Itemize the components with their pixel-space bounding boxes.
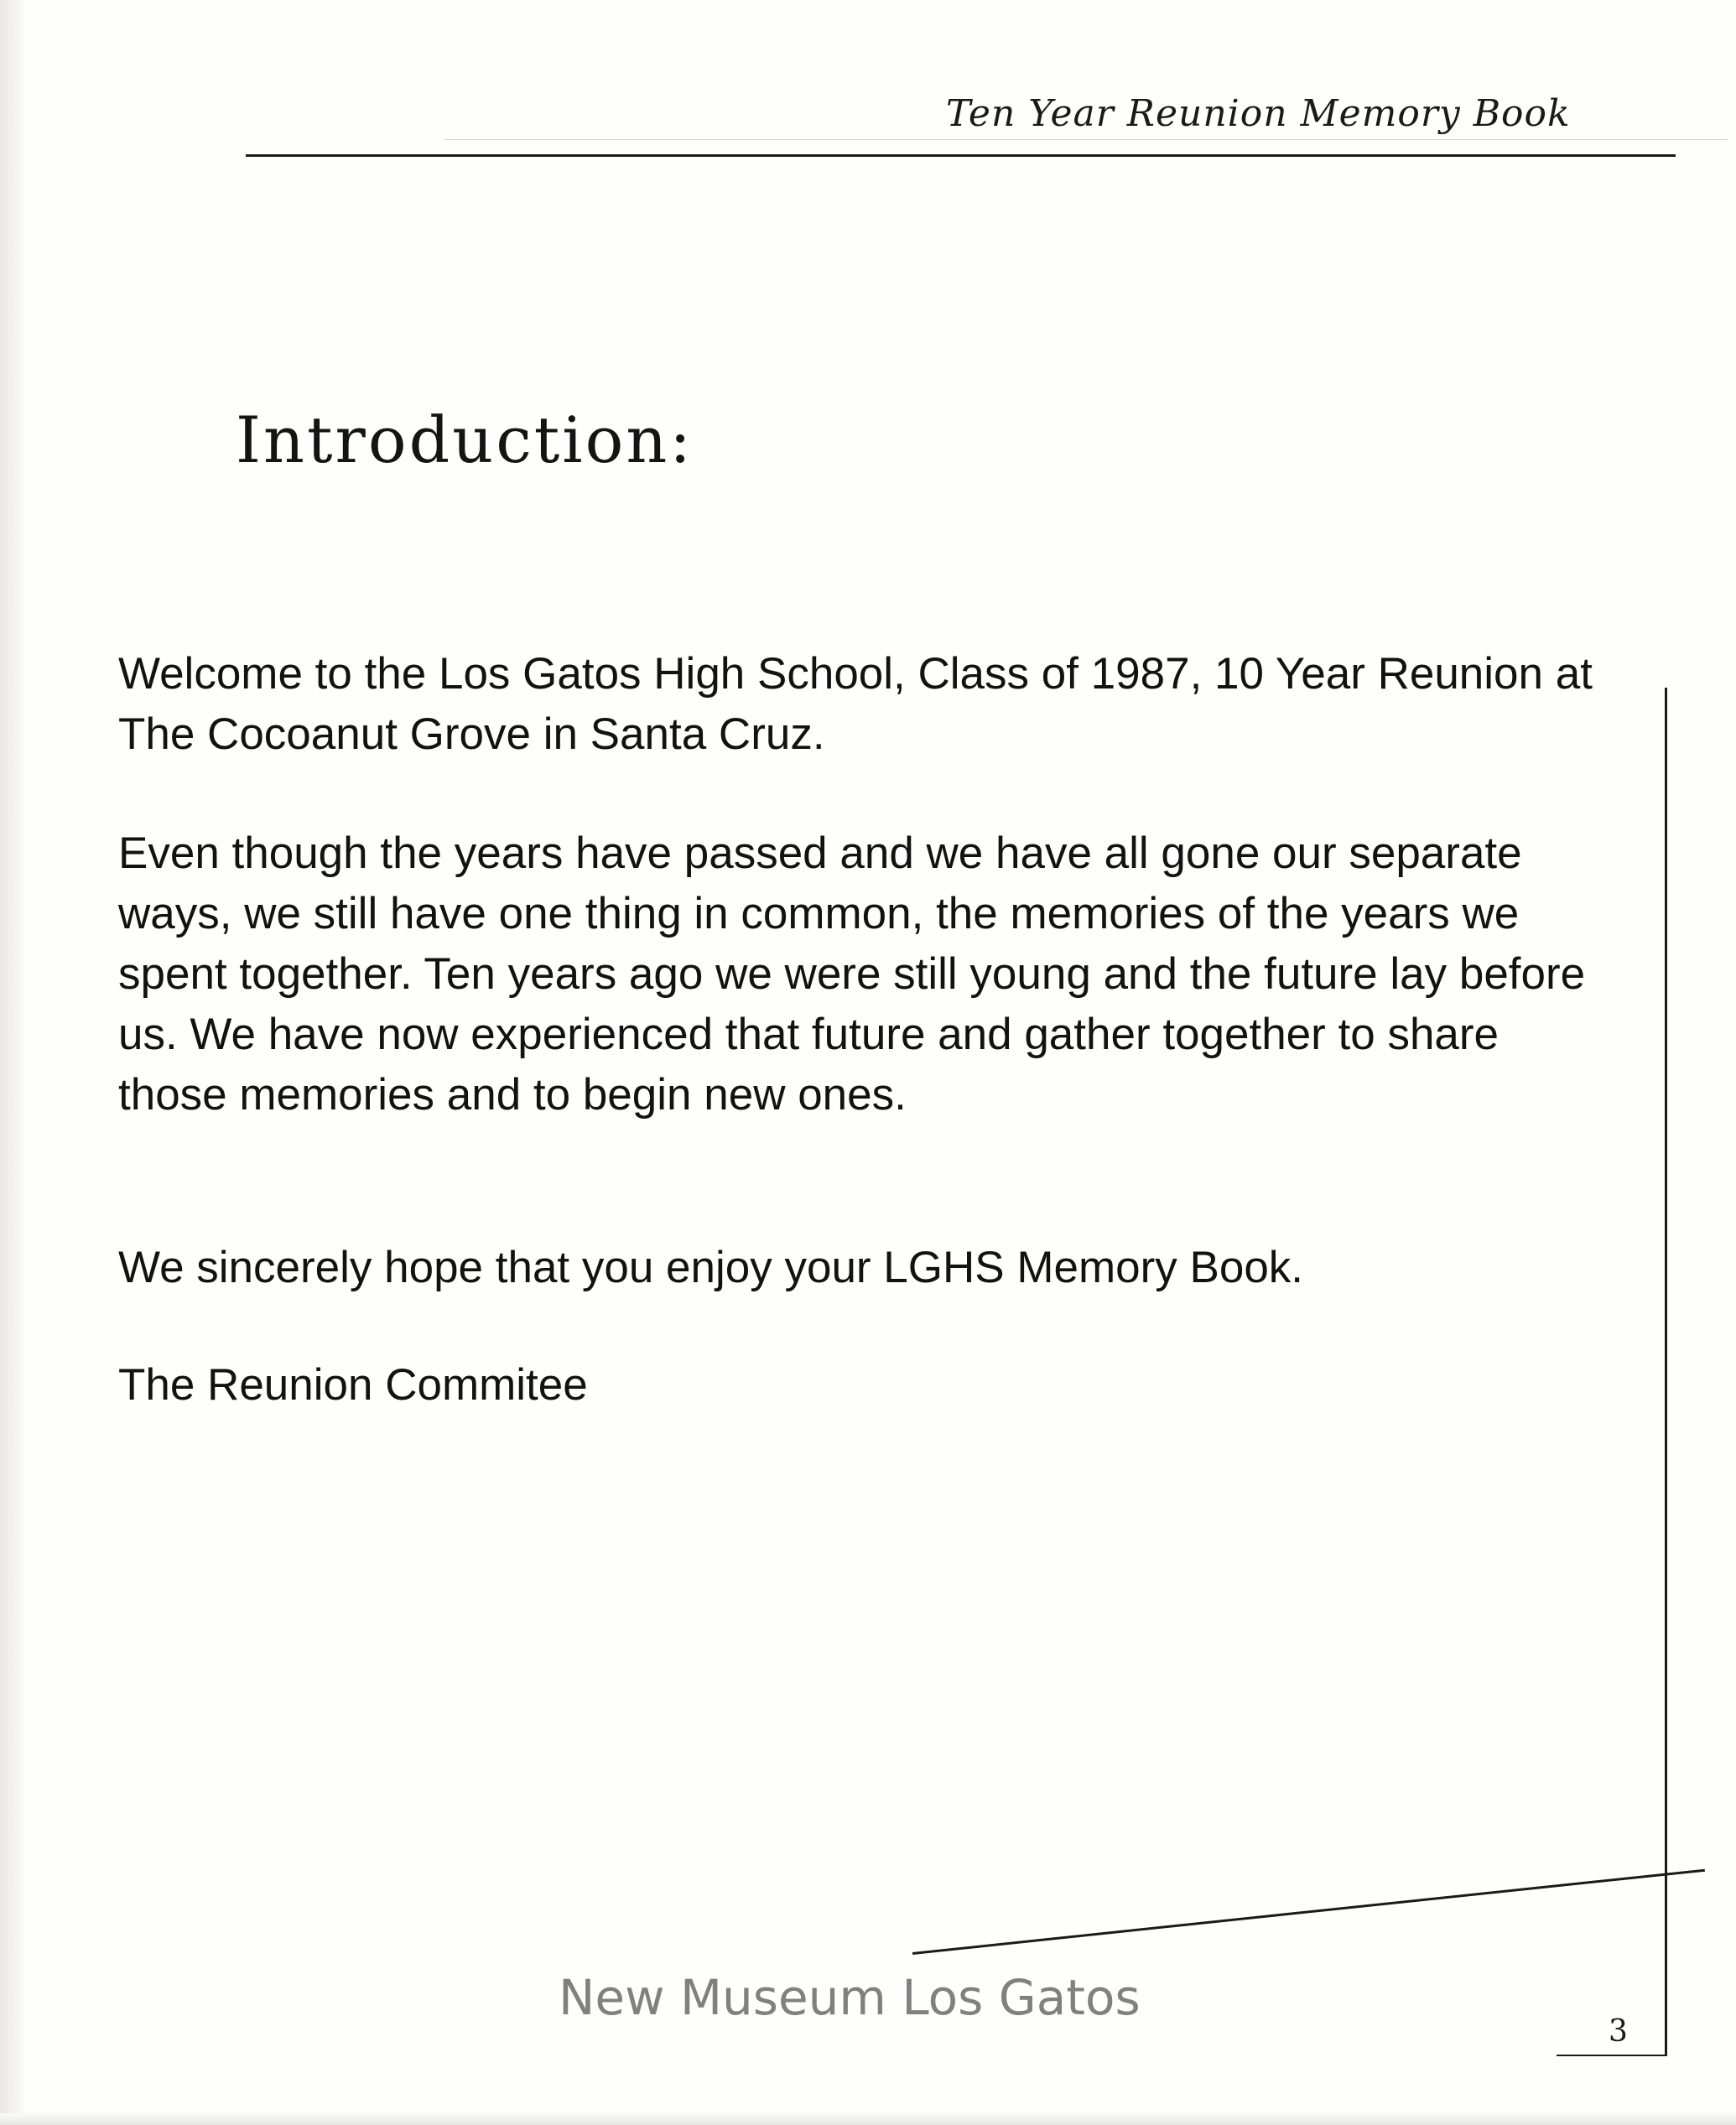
header-rule: [246, 154, 1676, 157]
header-faint-rule: [444, 139, 1728, 140]
signature: The Reunion Commitee: [118, 1360, 588, 1410]
closing-paragraph: We sincerely hope that you enjoy your LGHS Memory Book.: [118, 1243, 1304, 1292]
scan-bottom-edge: [0, 2113, 1736, 2125]
scan-left-edge: [0, 0, 25, 2125]
footer-diagonal-rule: [912, 1869, 1705, 1955]
right-margin-rule: [1665, 688, 1667, 2055]
watermark: New Museum Los Gatos: [559, 1969, 1141, 2026]
footer-short-rule: [1557, 2055, 1667, 2056]
running-header-title: Ten Year Reunion Memory Book: [946, 92, 1571, 135]
memories-paragraph: Even though the years have passed and we have all gone our separate ways, we still have one thing in common, the memories of the years we spent together. Ten years ago we were still young and the future lay before us. We have now experienced that future and gather together to share those memories and to begin new ones.: [118, 829, 1586, 1120]
section-heading: Introduction:: [236, 403, 694, 477]
welcome-paragraph: Welcome to the Los Gatos High School, Class of 1987, 10 Year Reunion at The Cocoanut Grove in Santa Cruz.: [118, 649, 1593, 759]
page-number: 3: [1609, 2014, 1628, 2049]
